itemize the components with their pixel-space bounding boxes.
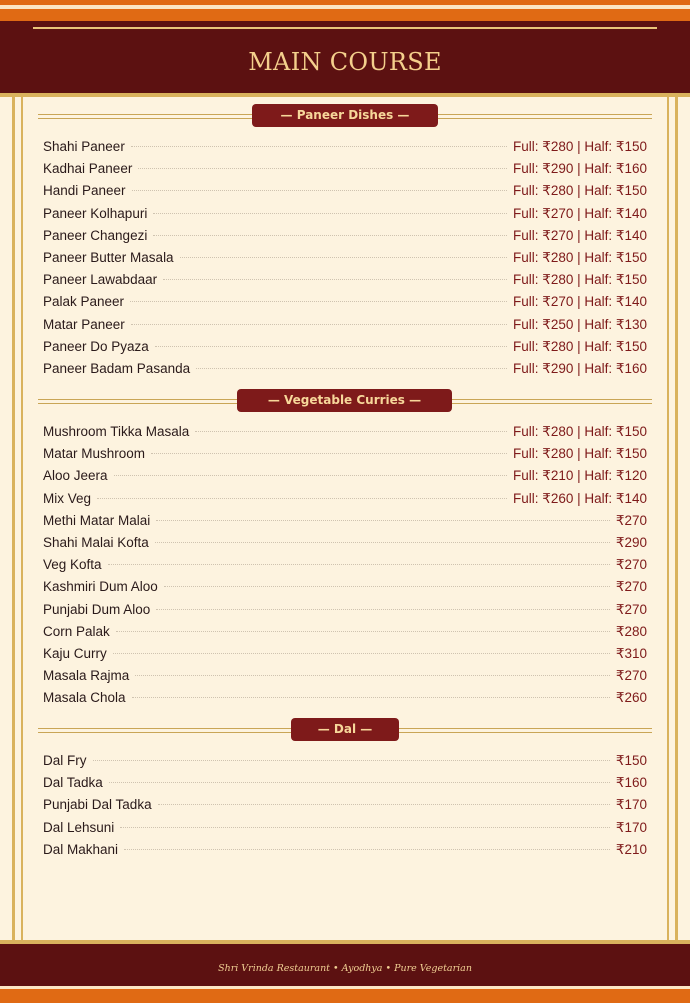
dotted-leader <box>132 697 610 698</box>
item-name: Mushroom Tikka Masala <box>43 424 190 439</box>
dotted-leader <box>124 849 610 850</box>
header <box>0 21 690 93</box>
item-name: Corn Palak <box>43 623 110 639</box>
item-price: Full: ₹210 | Half: ₹120 <box>513 468 647 484</box>
dotted-leader <box>138 168 507 169</box>
item-price: ₹210 <box>615 841 647 857</box>
item-name: Punjabi Dal Tadka <box>43 797 152 813</box>
dotted-leader <box>131 146 507 147</box>
dotted-leader <box>113 653 610 654</box>
item-price: Full: ₹270 | Half: ₹140 <box>513 294 647 310</box>
item-name: Paneer Badam Pasanda <box>43 361 191 376</box>
left-border-outer <box>12 97 15 940</box>
dotted-leader <box>93 760 610 761</box>
item-name: Dal Fry <box>43 753 87 768</box>
item-price: Full: ₹260 | Half: ₹140 <box>513 490 647 506</box>
menu-item <box>43 602 647 620</box>
menu-item <box>43 250 647 268</box>
menu-item <box>43 161 647 179</box>
item-name: Masala Chola <box>43 690 126 706</box>
item-price: Full: ₹280 | Half: ₹150 <box>513 139 647 154</box>
menu-item <box>43 468 647 486</box>
menu-item <box>43 228 647 246</box>
dotted-leader <box>164 586 610 587</box>
item-price: ₹150 <box>615 753 647 768</box>
item-name: Kaju Curry <box>43 646 107 661</box>
item-price: ₹270 <box>615 557 647 573</box>
dotted-leader <box>156 520 610 521</box>
item-price: Full: ₹280 | Half: ₹150 <box>513 250 647 265</box>
item-price: ₹270 <box>615 579 647 595</box>
item-name: Handi Paneer <box>43 183 126 199</box>
item-name: Aloo Jeera <box>43 468 108 484</box>
dotted-leader <box>163 279 507 280</box>
dotted-leader <box>131 324 507 325</box>
dotted-leader <box>132 190 507 191</box>
dotted-leader <box>109 782 610 783</box>
menu-item <box>43 339 647 357</box>
item-name: Dal Makhani <box>43 841 119 857</box>
item-name: Methi Matar Malai <box>43 512 151 528</box>
menu-item <box>43 294 647 312</box>
section-label: — Vegetable Curries — <box>237 389 452 412</box>
item-name: Paneer Lawabdaar <box>43 272 158 288</box>
dotted-leader <box>130 301 507 302</box>
item-price: Full: ₹270 | Half: ₹140 <box>513 205 647 221</box>
right-border-outer <box>675 97 678 940</box>
footer <box>0 944 690 986</box>
dotted-leader <box>153 213 507 214</box>
item-name: Matar Mushroom <box>43 446 146 462</box>
item-price: ₹270 <box>615 601 647 617</box>
menu-item <box>43 690 647 708</box>
item-name: Dal Lehsuni <box>43 819 115 835</box>
section-header-paneer <box>38 104 652 128</box>
menu-item <box>43 206 647 224</box>
dotted-leader <box>151 453 507 454</box>
menu-item <box>43 842 647 860</box>
menu-item <box>43 668 647 686</box>
item-price: ₹270 <box>615 512 647 528</box>
menu-item <box>43 535 647 553</box>
menu-item <box>43 513 647 531</box>
item-price: Full: ₹280 | Half: ₹150 <box>513 338 647 354</box>
item-name: Paneer Do Pyaza <box>43 338 149 354</box>
dotted-leader <box>97 498 507 499</box>
menu-item <box>43 317 647 335</box>
dotted-leader <box>108 564 610 565</box>
item-name: Paneer Butter Masala <box>43 250 174 265</box>
menu-item <box>43 557 647 575</box>
menu-item <box>43 361 647 379</box>
item-price: Full: ₹270 | Half: ₹140 <box>513 227 647 243</box>
item-name: Paneer Kolhapuri <box>43 205 148 221</box>
item-name: Mix Veg <box>43 490 92 506</box>
menu-item <box>43 624 647 642</box>
item-price: Full: ₹280 | Half: ₹150 <box>513 272 647 288</box>
item-name: Kashmiri Dum Aloo <box>43 579 158 595</box>
dotted-leader <box>116 631 610 632</box>
page-title: MAIN COURSE <box>248 48 442 76</box>
section-label: — Paneer Dishes — <box>252 104 438 127</box>
dotted-leader <box>114 475 507 476</box>
item-price: Full: ₹280 | Half: ₹150 <box>513 446 647 462</box>
menu-item <box>43 446 647 464</box>
header-gold-border <box>0 93 690 97</box>
section-label: — Dal — <box>291 718 399 741</box>
item-name: Shahi Malai Kofta <box>43 535 149 550</box>
item-name: Shahi Paneer <box>43 139 125 154</box>
item-name: Dal Tadka <box>43 775 103 791</box>
bottom-orange-band <box>0 989 690 1003</box>
item-name: Kadhai Paneer <box>43 161 133 177</box>
section-header-veg <box>38 389 652 413</box>
dotted-leader <box>195 431 507 432</box>
item-price: Full: ₹280 | Half: ₹150 <box>513 183 647 199</box>
menu-item <box>43 424 647 442</box>
item-price: ₹170 <box>615 797 647 813</box>
dotted-leader <box>156 609 610 610</box>
item-price: ₹290 <box>615 535 647 550</box>
item-price: Full: ₹290 | Half: ₹160 <box>513 361 647 376</box>
item-price: ₹260 <box>615 690 647 706</box>
right-border-inner <box>667 97 669 940</box>
dotted-leader <box>158 804 610 805</box>
menu-item <box>43 775 647 793</box>
dotted-leader <box>155 542 610 543</box>
item-name: Veg Kofta <box>43 557 102 573</box>
menu-item <box>43 753 647 771</box>
item-price: ₹170 <box>615 819 647 835</box>
dotted-leader <box>180 257 507 258</box>
menu-item <box>43 579 647 597</box>
dotted-leader <box>120 827 610 828</box>
dotted-leader <box>153 235 507 236</box>
item-price: ₹280 <box>615 623 647 639</box>
item-price: Full: ₹290 | Half: ₹160 <box>513 161 647 177</box>
menu-item <box>43 139 647 157</box>
dotted-leader <box>196 368 507 369</box>
item-price: Full: ₹250 | Half: ₹130 <box>513 316 647 332</box>
item-name: Palak Paneer <box>43 294 125 310</box>
menu-item <box>43 272 647 290</box>
menu-item <box>43 820 647 838</box>
menu-item <box>43 646 647 664</box>
header-gold-rule <box>33 27 657 29</box>
dotted-leader <box>155 346 507 347</box>
item-name: Matar Paneer <box>43 316 125 332</box>
footer-text: Shri Vrinda Restaurant • Ayodhya • Pure Vegetarian <box>218 963 472 974</box>
left-border-inner <box>21 97 23 940</box>
menu-item <box>43 491 647 509</box>
item-name: Paneer Changezi <box>43 227 148 243</box>
item-price: ₹160 <box>615 775 647 791</box>
dotted-leader <box>135 675 610 676</box>
menu-item <box>43 797 647 815</box>
item-price: Full: ₹280 | Half: ₹150 <box>513 424 647 439</box>
top-orange-band-2 <box>0 9 690 21</box>
section-header-dal <box>38 718 652 742</box>
menu-item <box>43 183 647 201</box>
item-name: Masala Rajma <box>43 668 130 684</box>
item-price: ₹270 <box>615 668 647 684</box>
item-name: Punjabi Dum Aloo <box>43 601 151 617</box>
item-price: ₹310 <box>615 646 647 661</box>
